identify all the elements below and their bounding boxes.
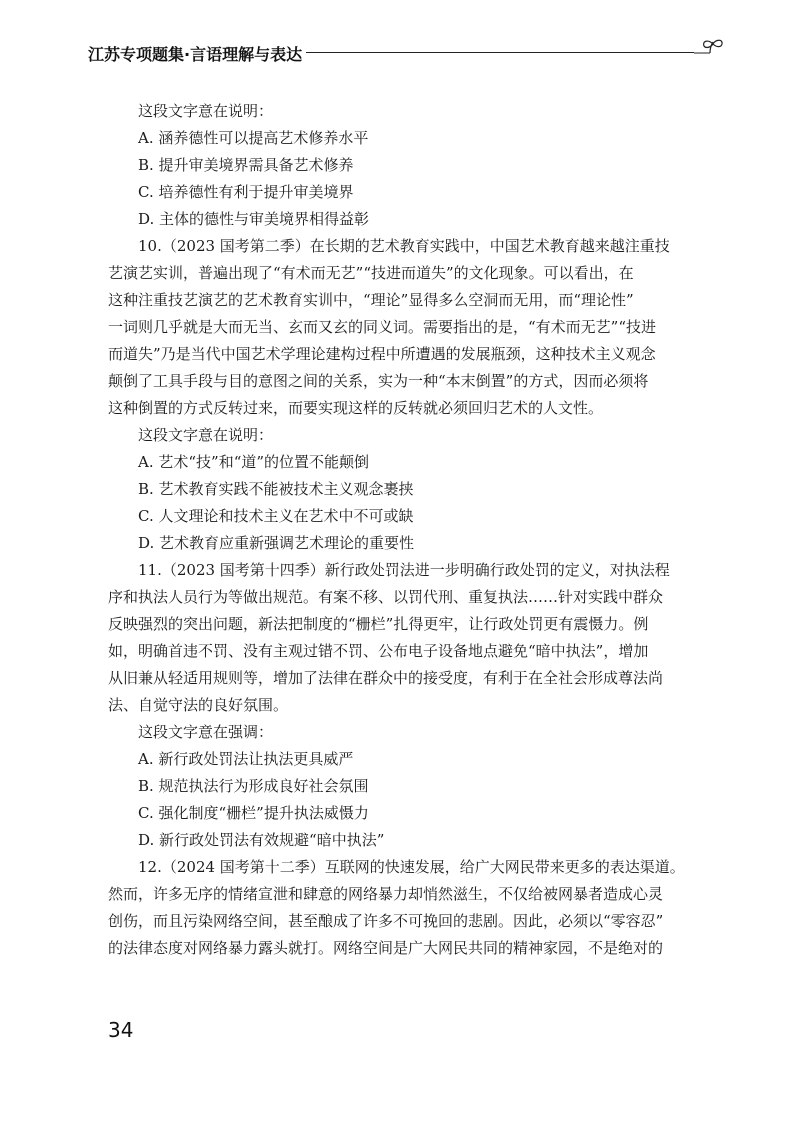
question-11-stem [108, 557, 718, 719]
question-lead: 这段文字意在说明： [138, 102, 274, 120]
text-line: 这种注重技艺演艺的艺术教育实训中，“理论”显得多么空洞而无用，而“理论性” [108, 291, 634, 309]
option-d: D. 主体的德性与审美境界相得益彰 [138, 210, 370, 228]
option-b: B. 规范执法行为形成良好社会氛围 [138, 777, 369, 795]
question-lead: 这段文字意在说明： [138, 426, 274, 444]
running-header [88, 38, 728, 68]
text-line: 这种倒置的方式反转过来，而要实现这样的反转就必须回归艺术的人文性。 [108, 399, 604, 417]
text-line: 反映强烈的突出问题，新法把制度的“栅栏”扎得更牢，让行政处罚更有震慑力。例 [108, 615, 649, 633]
text-line: 而道失”乃是当代中国艺术学理论建构过程中所遭遇的发展瓶颈，这种技术主义观念 [108, 345, 656, 363]
option-b: B. 提升审美境界需具备艺术修养 [138, 156, 354, 174]
text-line: 法、自觉守法的良好氛围。 [108, 696, 289, 714]
text-line: 11.（2023 国考第十四季）新行政处罚法进一步明确行政处罚的定义，对执法程 [138, 561, 670, 579]
text-line: 从旧兼从轻适用规则等，增加了法律在群众中的接受度，有利于在全社会形成尊法尚 [108, 669, 664, 687]
option-a: A. 涵养德性可以提高艺术修养水平 [138, 129, 369, 147]
sprout-icon [688, 38, 728, 68]
text-line: 然而，许多无序的情绪宣泄和肆意的网络暴力却悄然滋生，不仅给被网暴者造成心灵 [108, 885, 664, 903]
option-b: B. 艺术教育实践不能被技术主义观念裹挟 [138, 480, 414, 498]
page-content [108, 98, 718, 962]
text-line: 一词则几乎就是大而无当、玄而又玄的同义词。需要指出的是，“有术而无艺”“技进 [108, 318, 657, 336]
option-a: A. 新行政处罚法让执法更具威严 [138, 750, 354, 768]
option-a: A. 艺术“技”和“道”的位置不能颠倒 [138, 453, 370, 471]
option-d: D. 新行政处罚法有效规避“暗中执法” [138, 831, 385, 849]
text-line: 艺演艺实训，普遍出现了“有术而无艺”“技进而道失”的文化现象。可以看出，在 [108, 264, 634, 282]
option-c: C. 培养德性有利于提升审美境界 [138, 183, 354, 201]
option-d: D. 艺术教育应重新强调艺术理论的重要性 [138, 534, 415, 552]
question-lead: 这段文字意在强调： [138, 723, 274, 741]
text-line: 12.（2024 国考第十二季）互联网的快速发展，给广大网民带来更多的表达渠道。 [138, 858, 685, 876]
header-rule [306, 52, 694, 53]
text-line: 序和执法人员行为等做出规范。有案不移、以罚代刑、重复执法……针对实践中群众 [108, 588, 664, 606]
question-12-stem [108, 854, 718, 962]
text-line: 10.（2023 国考第二季）在长期的艺术教育实践中，中国艺术教育越来越注重技 [138, 237, 670, 255]
text-line: 如，明确首违不罚、没有主观过错不罚、公布电子设备地点避免“暗中执法”，增加 [108, 642, 649, 660]
page-number: 34 [108, 1018, 134, 1042]
option-c: C. 强化制度“栅栏”提升执法威慑力 [138, 804, 369, 822]
header-title: 江苏专项题集·言语理解与表达 [88, 45, 303, 64]
question-10-stem [108, 233, 718, 422]
text-line: 颠倒了工具手段与目的意图之间的关系，实为一种“本末倒置”的方式，因而必须将 [108, 372, 649, 390]
text-line: 创伤，而且污染网络空间，甚至酿成了许多不可挽回的悲剧。因此，必须以“零容忍” [108, 912, 664, 930]
option-c: C. 人文理论和技术主义在艺术中不可或缺 [138, 507, 414, 525]
text-line: 的法律态度对网络暴力露头就打。网络空间是广大网民共同的精神家园，不是绝对的 [108, 939, 664, 957]
